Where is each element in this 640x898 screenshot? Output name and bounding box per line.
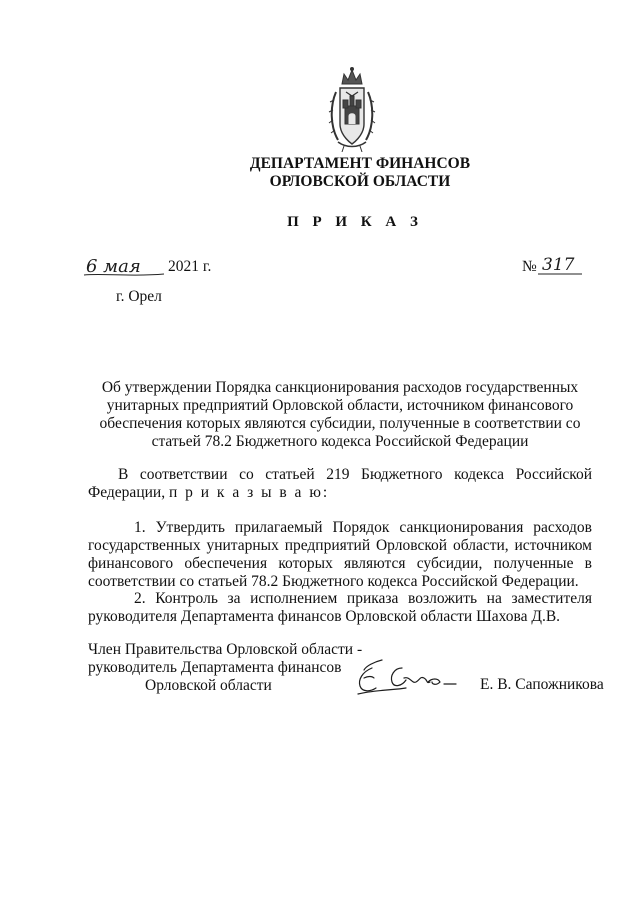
organization-name-line2: ОРЛОВСКОЙ ОБЛАСТИ <box>269 173 451 190</box>
item-1-line: финансового обеспечения которых являются субсидии, полученные в <box>88 555 592 572</box>
preamble-line: В соответствии со статьей 219 Бюджетного кодекса Российской <box>118 466 592 483</box>
organization-name-line1: ДЕПАРТАМЕНТ ФИНАНСОВ <box>249 155 471 172</box>
number-prefix: № <box>522 258 537 275</box>
subject-line: статьей 78.2 Бюджетного кодекса Российской Федерации <box>151 433 529 450</box>
date-underline <box>82 270 166 280</box>
handwritten-date: 6 мая <box>86 256 141 277</box>
document-year: 2021 г. <box>168 258 212 275</box>
handwritten-number: 317 <box>542 255 575 275</box>
number-underline <box>536 270 584 278</box>
subject-line: унитарных предприятий Орловской области, источником финансового <box>106 397 574 414</box>
subject-line: обеспечения которых являются субсидии, полученные в соответствии со <box>99 415 581 432</box>
subject-line: Об утверждении Порядка санкционирования расходов государственных <box>101 379 579 396</box>
item-2-line: руководителя Департамента финансов Орловской области Шахова Д.В. <box>88 608 561 625</box>
city: г. Орел <box>116 288 162 305</box>
preamble-prefix: Федерации, <box>88 484 166 501</box>
preamble-line-start <box>88 484 329 502</box>
document-type-heading: П Р И К А З <box>287 214 423 230</box>
signatory-title-line: Орловской области <box>145 677 272 694</box>
item-1-line: 1. Утвердить прилагаемый Порядок санкционирования расходов <box>134 519 592 536</box>
item-1-line: государственных унитарных предприятий Орловской области, источником <box>88 537 592 554</box>
preamble-order-word: п р и к а з ы в а ю: <box>168 484 330 501</box>
signatory-title-line: руководитель Департамента финансов <box>88 659 342 676</box>
item-2-line: 2. Контроль за исполнением приказа возложить на заместителя <box>134 590 592 607</box>
item-1-line: соответствии со статьей 78.2 Бюджетного кодекса Российской Федерации. <box>88 573 579 590</box>
coat-of-arms-emblem <box>328 66 376 152</box>
handwritten-signature <box>344 654 460 700</box>
signatory-name: Е. В. Сапожникова <box>480 676 604 693</box>
signatory-title-line: Член Правительства Орловской области - <box>88 641 363 658</box>
